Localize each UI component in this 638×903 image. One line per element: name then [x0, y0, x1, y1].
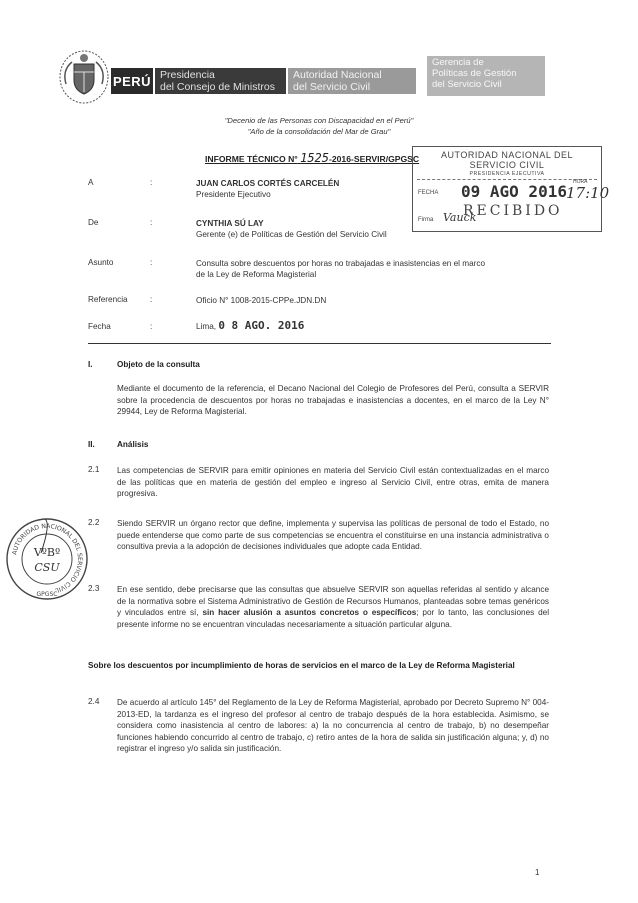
- date-stamped: 0 8 AGO. 2016: [218, 319, 305, 332]
- entity-pcm-box: [155, 68, 286, 94]
- report-title: [205, 151, 419, 165]
- received-stamp: [412, 146, 610, 232]
- seal-bottom: GPGSC: [36, 591, 58, 598]
- meta-a-label: A: [88, 178, 94, 187]
- paragraph-2-3-number: 2.3: [88, 584, 100, 593]
- decenio-motto: [0, 115, 638, 137]
- meta-asunto-label: Asunto: [88, 258, 114, 267]
- report-title-suffix: -2016-SERVIR/GPGSC: [329, 154, 420, 164]
- stamp-fecha-value: 09 AGO 2016: [461, 182, 567, 201]
- entity-gpgsc-box: [427, 56, 545, 96]
- stamp-hora-label: HORA: [573, 179, 588, 185]
- paragraph-2-1: Las competencias de SERVIR para emitir opiniones en materia del Servicio Civil están contextualizadas en el marco de las políticas que en materia de gestión del empleo e ingreso al Servicio Civil, entre otras, emita de manera progresiva.: [117, 466, 549, 499]
- stamp-firma-signature: Vauck: [443, 211, 477, 224]
- report-number-handwritten: 1525: [300, 151, 330, 165]
- paragraph-2-1-number: 2.1: [88, 465, 100, 474]
- peru-brand-box: [111, 68, 153, 94]
- stamp-line2: SERVICIO CIVIL: [469, 160, 545, 170]
- seal-vb: VºBº: [33, 546, 61, 559]
- paragraph-2-2-number: 2.2: [88, 518, 100, 527]
- entity-pcm-line1: Presidencia: [160, 69, 215, 81]
- peru-label: PERÚ: [112, 73, 152, 89]
- meta-ref-colon: :: [150, 295, 153, 304]
- meta-asunto-value: [196, 258, 485, 280]
- meta-de-label: De: [88, 218, 99, 227]
- section-1-number: I.: [88, 360, 93, 369]
- report-title-prefix: INFORME TÉCNICO N°: [205, 154, 298, 164]
- meta-fecha-value: [196, 320, 304, 332]
- sender-name: CYNTHIA SÚ LAY: [196, 219, 264, 228]
- decenio-line1: "Decenio de las Personas con Discapacidad en el Perú": [224, 116, 414, 125]
- seal-ring-text: AUTORIDAD NACIONAL DEL SERVICIO CIVIL: [11, 522, 84, 594]
- section-2-number: II.: [88, 440, 95, 449]
- paragraph-2-4-number: 2.4: [88, 697, 100, 706]
- date-city: Lima,: [196, 322, 217, 331]
- entity-gpgsc-line3: del Servicio Civil: [432, 79, 502, 90]
- meta-de-colon: :: [150, 218, 153, 227]
- stamp-line1: AUTORIDAD NACIONAL DEL: [440, 150, 574, 160]
- section-2-title: Análisis: [117, 440, 149, 449]
- entity-pcm-line2: del Consejo de Ministros: [160, 81, 275, 93]
- peru-coat-of-arms-icon: [58, 44, 110, 106]
- meta-asunto-colon: :: [150, 258, 153, 267]
- subject-line2: de la Ley de Reforma Magisterial: [196, 270, 317, 279]
- page-number: 1: [535, 868, 540, 877]
- stamp-recibido: RECIBIDO: [463, 203, 563, 219]
- meta-fecha-colon: :: [150, 322, 153, 331]
- meta-a-colon: :: [150, 178, 153, 187]
- stamp-hora-value: 17:10: [566, 184, 610, 202]
- meta-a-value: [196, 178, 339, 200]
- paragraph-2-2: Siendo SERVIR un órgano rector que define, implementa y supervisa las políticas de personal de todo el Estado, no puede entenderse que como parte de sus competencias se encuentra el constituirse en una instancia administrativa o consultiva previa a la adopción de decisiones individuales que adopte cada Entidad.: [117, 519, 549, 552]
- stamp-fecha-label: FECHA: [418, 190, 439, 196]
- decenio-line2: "Año de la consolidación del Mar de Grau": [247, 127, 391, 136]
- paragraph-2-3-emphasis: sin hacer alusión a asuntos concretos o específicos: [202, 608, 417, 618]
- section-1-title: Objeto de la consulta: [117, 360, 200, 369]
- meta-ref-label: Referencia: [88, 295, 128, 304]
- paragraph-2-4: De acuerdo al artículo 145° del Reglamento de la Ley de Reforma Magisterial, aprobado por Decreto Supremo N° 004-2013-ED, la tardanza es el ingreso del profesor al centro de trabajo después de la hora establecida. Asimismo, se considera como inasistencia al centro de labores: a) la no concurrencia al centro de trabajo, b) no desempeñar funciones habiendo concurrido al centro de trabajo, c) retiro antes de la hora de salida sin justificación alguna; y, d) no registrar el ingreso y/o salida sin justificación.: [117, 698, 549, 754]
- sender-role: Gerente (e) de Políticas de Gestión del Servicio Civil: [196, 230, 387, 239]
- header-divider: [88, 343, 551, 344]
- seal-initials: CSU: [34, 561, 60, 574]
- subheading-descuentos: Sobre los descuentos por incumplimiento de horas de servicios en el marco de la Ley de Reforma Magisterial: [88, 661, 515, 670]
- paragraph-2-3: [117, 584, 549, 630]
- reference-value: Oficio N° 1008-2015-CPPe.JDN.DN: [196, 296, 327, 305]
- recipient-role: Presidente Ejecutivo: [196, 190, 271, 199]
- approval-seal-icon: [5, 517, 89, 601]
- meta-de-value: [196, 218, 387, 240]
- stamp-line3: PRESIDENCIA EJECUTIVA: [469, 171, 545, 177]
- recipient-name: JUAN CARLOS CORTÉS CARCELÉN: [196, 179, 340, 188]
- paragraph-2-3-part2: ; por lo tanto, las conclusiones del presente informe no se encuentran vinculadas necesariamente a situación particular alguna.: [117, 608, 550, 629]
- section-1-paragraph: Mediante el documento de la referencia, el Decano Nacional del Colegio de Profesores del Perú, consulta a SERVIR sobre la procedencia de descuentos por horas no trabajadas e inasistencias a docentes, en el marco de la Ley N° 29944, Ley de Reforma Magisterial.: [117, 384, 549, 417]
- stamp-divider: [417, 179, 597, 180]
- meta-fecha-label: Fecha: [88, 322, 111, 331]
- subject-line1: Consulta sobre descuentos por horas no trabajadas e inasistencias en el marco: [196, 259, 486, 268]
- paragraph-2-3-part1: En ese sentido, debe precisarse que las consultas que absuelve SERVIR son aquellas referidas al sentido y alcance de la normativa sobre el Sistema Administrativo de Gestión de Recursos Humanos, planteadas sobre temas genéricos y vinculados entre sí,: [117, 585, 549, 618]
- stamp-firma-label: Firma: [418, 217, 434, 223]
- entity-servir-line2: del Servicio Civil: [293, 81, 371, 93]
- stamp-authority: [413, 150, 601, 170]
- entity-gpgsc-line2: Políticas de Gestión: [432, 68, 517, 79]
- entity-servir-line1: Autoridad Nacional: [293, 69, 382, 81]
- entity-gpgsc-line1: Gerencia de: [432, 57, 484, 68]
- entity-servir-box: [288, 68, 416, 94]
